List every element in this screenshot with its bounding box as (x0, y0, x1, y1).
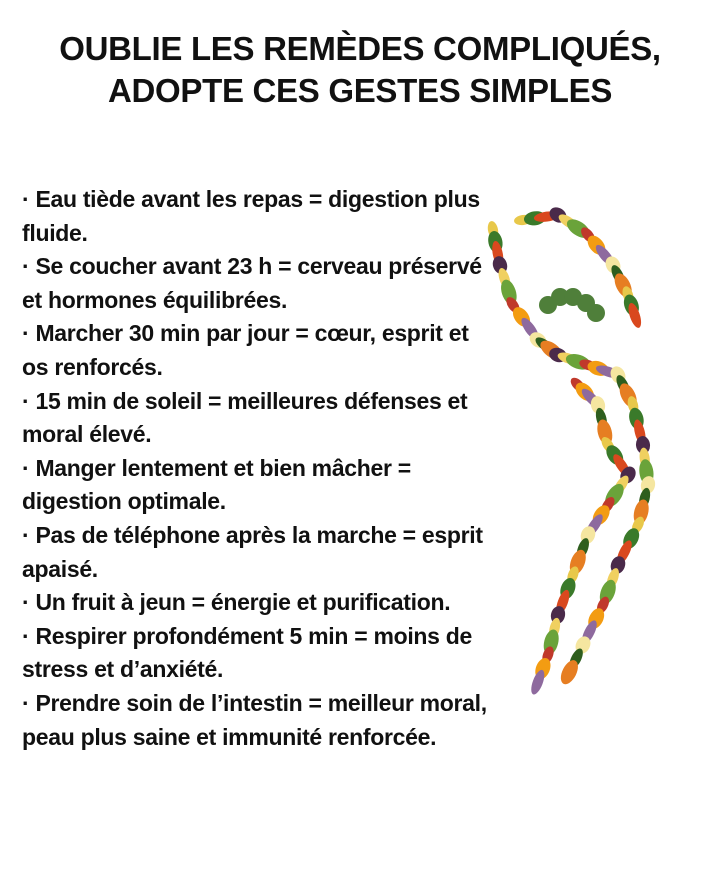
tip-item: · 15 min de soleil = meilleures défenses et moral élevé. (22, 387, 468, 448)
vegetable-dancer-illustration (478, 205, 708, 715)
tip-item: · Eau tiède avant les repas = digestion plus fluide. (22, 186, 480, 246)
tip-item: · Marcher 30 min par jour = cœur, esprit et os renforcés. (22, 320, 469, 380)
tips-list (22, 183, 492, 754)
broccoli-hair (587, 304, 605, 322)
tip-item: · Prendre soin de l’intestin = meilleur moral, peau plus saine et immunité renforcée. (22, 689, 487, 750)
tip-item: · Respirer profondément 5 min = moins de stress et d’anxiété. (22, 622, 472, 683)
tip-item: · Se coucher avant 23 h = cerveau préservé et hormones équilibrées. (22, 253, 482, 313)
title-line-1: OUBLIE LES REMÈDES COMPLIQUÉS, (59, 30, 661, 67)
tip-item: · Pas de téléphone après la marche = esprit apaisé. (22, 521, 483, 582)
tip-item: · Manger lentement et bien mâcher = digestion optimale. (22, 454, 411, 515)
tip-item: · Un fruit à jeun = énergie et purification. (22, 589, 451, 616)
title-line-2: ADOPTE CES GESTES SIMPLES (107, 72, 613, 109)
poster-title (0, 28, 720, 112)
